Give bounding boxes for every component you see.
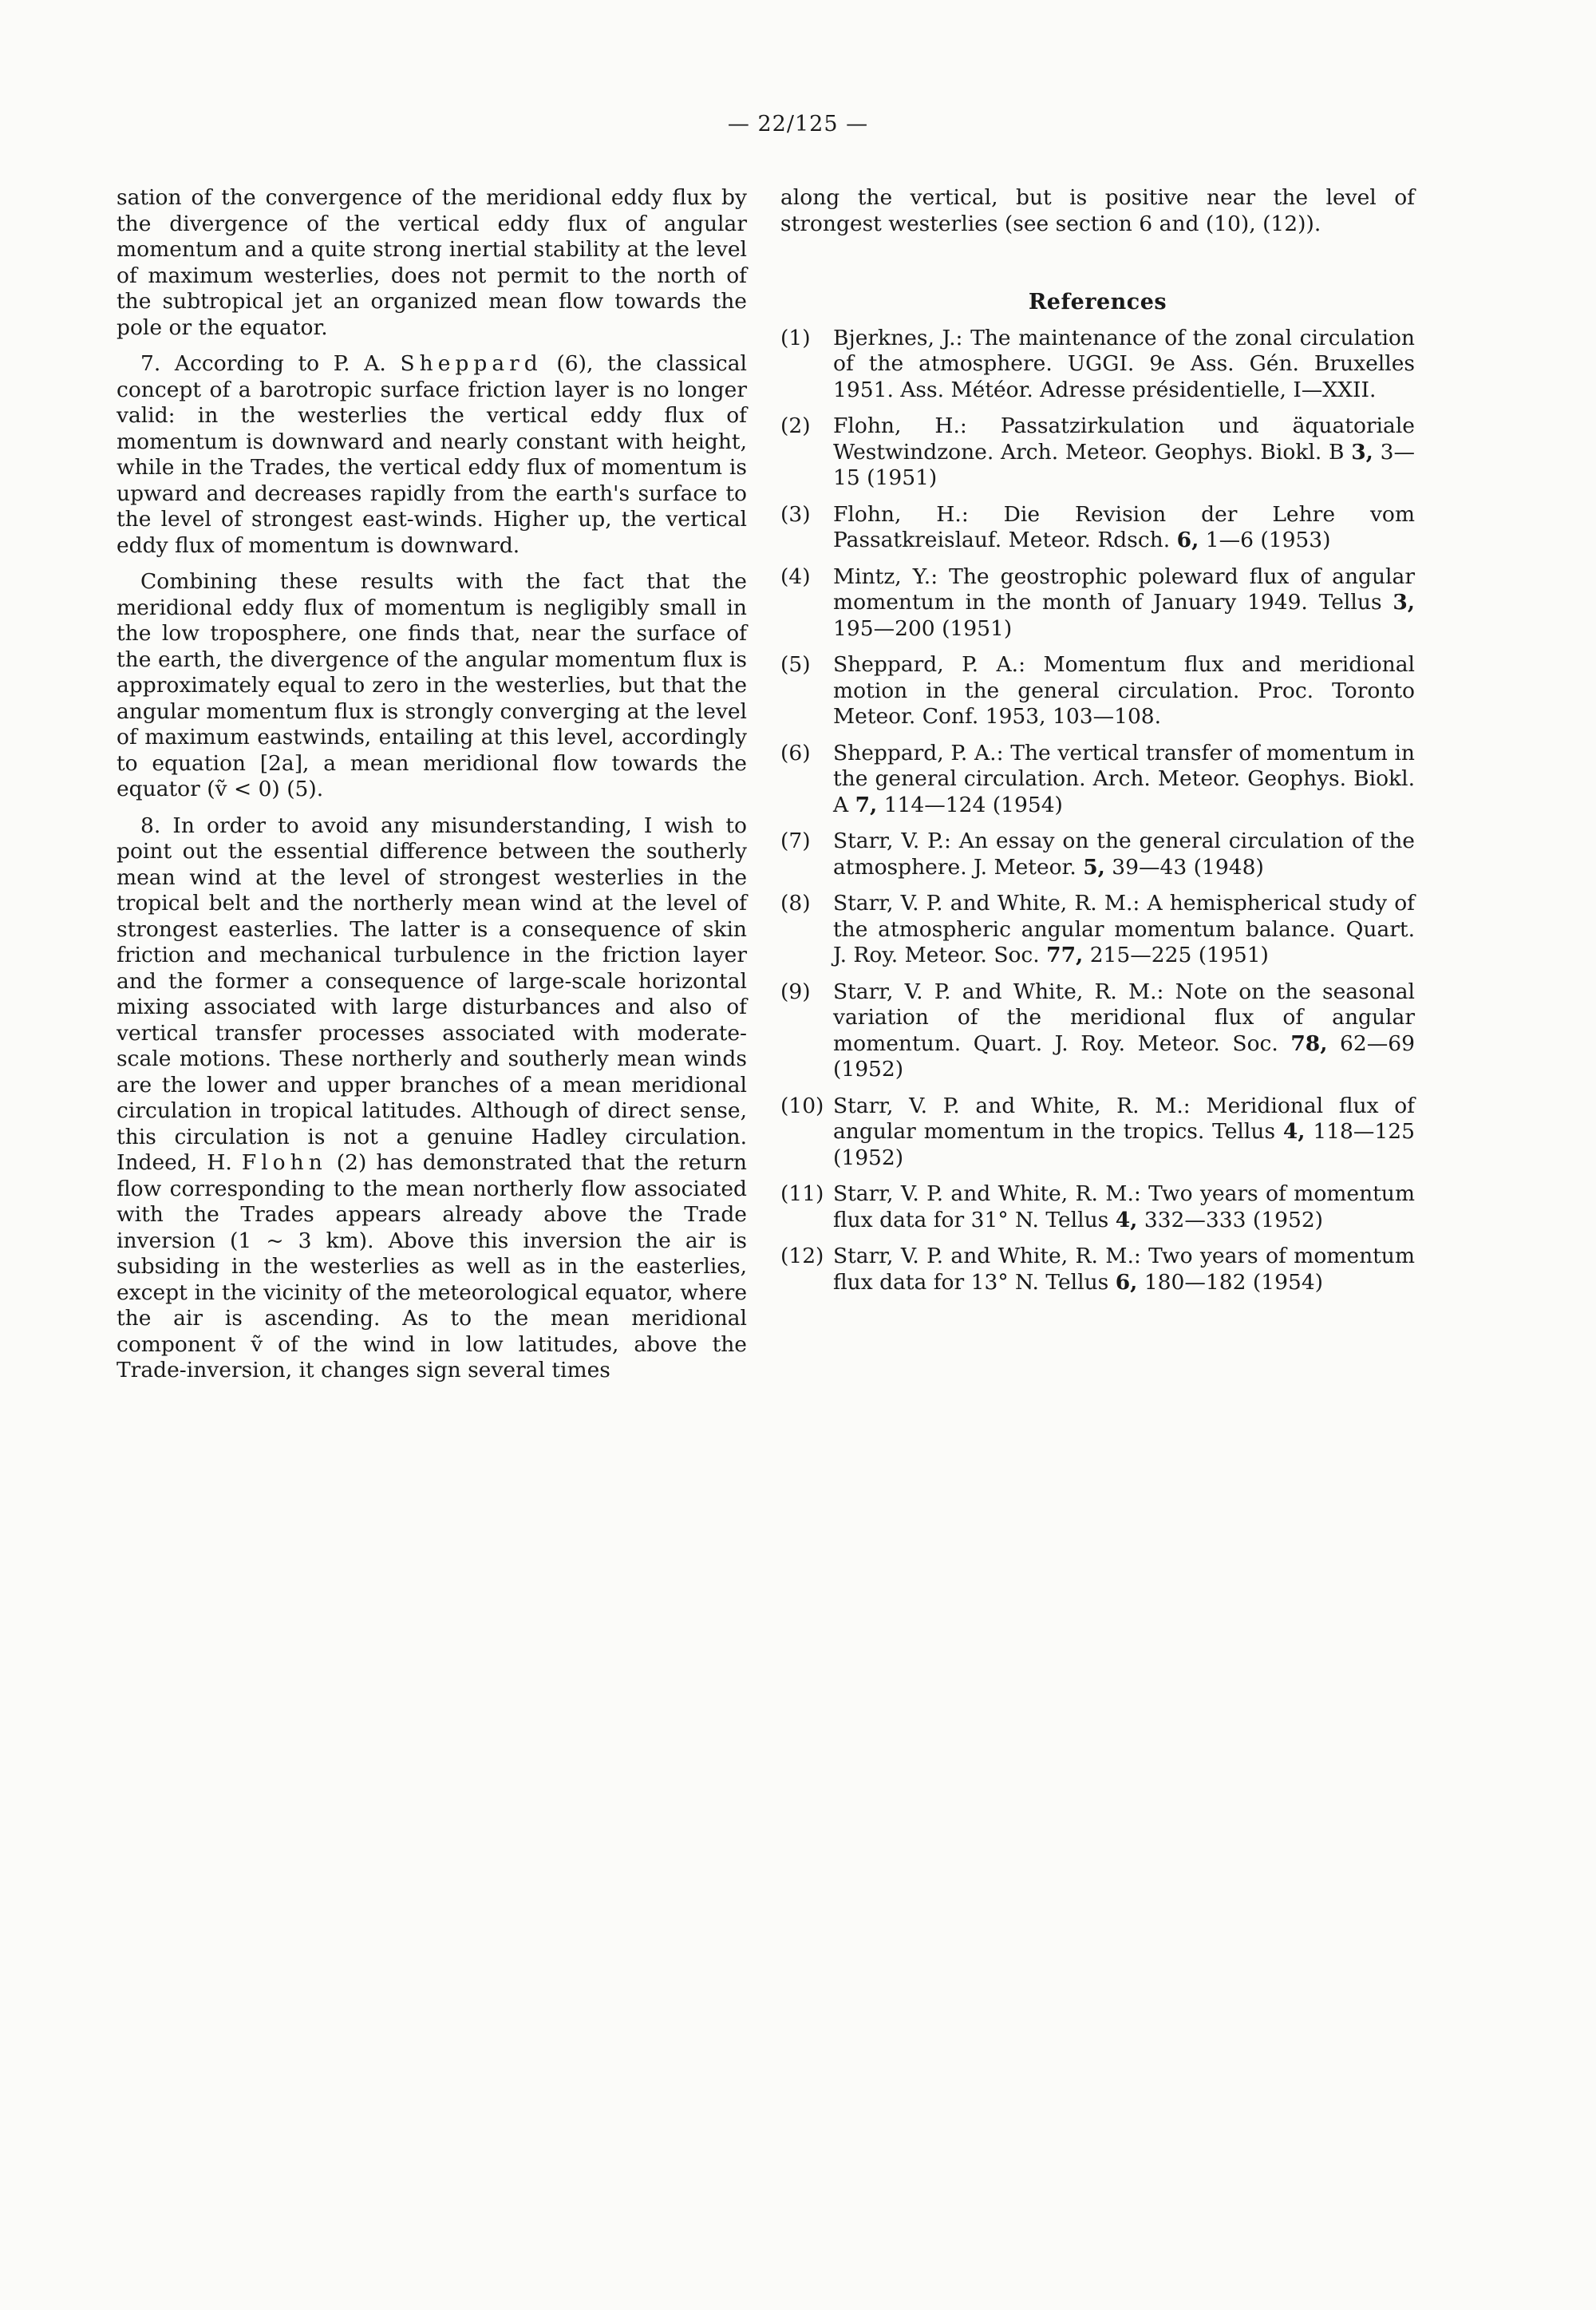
reference-volume: 6, [1115,1269,1138,1295]
paragraph-continuation: sation of the convergence of the meridional eddy flux by the divergence of the vertical eddy flux of angular momentum and a quite strong inertial stability at the level of maximum westerlies, does not permit to the north of the subtropical jet an organized mean flow towards the pole or the equator. [117,185,747,340]
paragraph-8 [117,813,747,1384]
reference-citation: Sheppard, P. A.: Momentum flux and meridional motion in the general circulation. Proc. Toronto Meteor. Conf. 1953, 103—108. [833,652,1415,729]
paragraph-8-start: 8. In order to avoid any misunderstanding, I wish to point out the essential difference between the southerly mean wind at the level of strongest westerlies in the tropical belt and the northerly mean wind at the level of strongest easterlies. The latter is a consequence of skin friction and mechanical turbulence in the friction layer and the former a consequence of large-scale horizontal mixing associated with large disturbances and also of vertical transfer processes associated with moderate-scale motions. These northerly and southerly mean winds are the lower and upper branches of a mean meridional circulation in tropical latitudes. Although of direct sense, this circulation is not a genuine Hadley circulation. Indeed, H. [117,813,747,1175]
page-number: — 22/125 — [727,112,869,136]
reference-number: (7) [780,829,811,853]
reference-volume: 3, [1393,590,1415,615]
reference-number: (6) [780,740,811,765]
author-flohn: Flohn [241,1150,327,1175]
reference-number: (8) [780,891,811,916]
paragraph-7 [117,351,747,559]
paragraph-continuation-right: along the vertical, but is positive near the level of strongest westerlies (see section 6 and (10), (12)). [780,185,1415,236]
reference-pages: 62—69 (1952) [833,1030,1415,1082]
reference-volume: 77, [1046,943,1084,967]
references-list [780,326,1415,1296]
paragraph-8-rest: (2) has demonstrated that the return flow corresponding to the mean northerly flow associated with the Trades appears already above the Trade inversion (1 ~ 3 km). Above this inversion the air is subsiding in the westerlies as well as in the easterlies, except in the vicinity of the meteorological equator, where the air is ascending. As to the mean meridional component ṽ of the wind in low latitudes, above the Trade-inversion, it changes sign several times [117,1150,747,1382]
reference-number: (10) [780,1093,824,1118]
reference-text [833,1244,1415,1295]
reference-text [833,326,1415,404]
left-column [117,185,747,1394]
reference-citation: Starr, V. P. and White, R. M.: Two years of momentum flux data for 31° N. Tellus [833,1181,1415,1232]
reference-citation: Starr, V. P. and White, R. M.: A hemispherical study of the atmospheric angular momentum balance. Quart. J. Roy. Meteor. Soc. [833,891,1415,967]
reference-volume: 4, [1282,1119,1306,1144]
reference-citation: Starr, V. P. and White, R. M.: Meridional flux of angular momentum in the tropics. Tellus [833,1093,1415,1144]
reference-citation: Starr, V. P. and White, R. M.: Note on the seasonal variation of the meridional flux of angular momentum. Quart. J. Roy. Meteor. Soc. [833,979,1415,1056]
reference-pages: 118—125 (1952) [833,1119,1415,1170]
reference-pages: 215—225 (1951) [1089,943,1269,967]
paragraph-7-start: 7. According to P. A. [140,351,386,376]
reference-item [780,564,1415,643]
reference-item [780,652,1415,730]
reference-pages: 1—6 (1953) [1205,528,1331,552]
reference-item [780,891,1415,969]
reference-text [833,891,1415,969]
reference-citation: Sheppard, P. A.: The vertical transfer of momentum in the general circulation. Arch. Meteor. Geophys. Biokl. A [833,740,1415,817]
reference-citation: Bjerknes, J.: The maintenance of the zonal circulation of the atmosphere. UGGI. 9e Ass. Gén. Bruxelles 1951. Ass. Météor. Adresse présidentielle, I—XXII. [833,325,1415,402]
reference-citation: Flohn, H.: Die Revision der Lehre vom Passatkreislauf. Meteor. Rdsch. [833,501,1415,552]
reference-number: (1) [780,325,811,350]
paragraph-7-rest: (6), the classical concept of a barotropic surface friction layer is no longer valid: in the westerlies the vertical eddy flux of momentum is downward and nearly constant with height, while in the Trades, the vertical eddy flux of momentum is upward and decreases rapidly from the earth's surface to the level of strongest east-winds. Higher up, the vertical eddy flux of momentum is downward. [117,351,747,558]
reference-number: (3) [780,501,811,527]
reference-pages: 3—15 (1951) [833,439,1415,490]
reference-pages: 114—124 (1954) [883,792,1063,817]
reference-text [833,1181,1415,1233]
reference-pages: 195—200 (1951) [833,615,1013,641]
reference-pages: 39—43 (1948) [1112,854,1264,880]
reference-number: (9) [780,979,811,1004]
reference-citation: Flohn, H.: Passatzirkulation und äquatoriale Westwindzone. Arch. Meteor. Geophys. Biokl. B [833,413,1415,465]
author-sheppard: Sheppard [400,351,543,376]
reference-item [780,741,1415,819]
reference-volume: 78, [1290,1030,1328,1056]
reference-citation: Mintz, Y.: The geostrophic poleward flux of angular momentum in the month of January 1949. Tellus [833,564,1415,615]
reference-citation: Starr, V. P.: An essay on the general circulation of the atmosphere. J. Meteor. [833,829,1415,880]
reference-text [833,564,1415,643]
reference-volume: 7, [855,792,878,817]
reference-volume: 5, [1083,854,1105,880]
reference-item [780,1094,1415,1172]
reference-item [780,326,1415,404]
reference-volume: 3, [1351,439,1373,465]
reference-text [833,741,1415,819]
paragraph-combining: Combining these results with the fact that the meridional eddy flux of momentum is negligibly small in the low troposphere, one finds that, near the surface of the earth, the divergence of the angular momentum flux is approximately equal to zero in the westerlies, but that the angular momentum flux is strongly converging at the level of maximum eastwinds, entailing at this level, accordingly to equation [2a], a mean meridional flow towards the equator (ṽ < 0) (5). [117,569,747,801]
reference-item [780,1181,1415,1233]
reference-text [833,502,1415,554]
reference-text [833,979,1415,1083]
reference-number: (2) [780,413,811,438]
reference-text [833,829,1415,880]
reference-pages: 180—182 (1954) [1144,1269,1324,1295]
reference-item [780,829,1415,880]
reference-item [780,1244,1415,1295]
reference-item [780,502,1415,554]
reference-text [833,652,1415,730]
right-column [780,185,1415,1306]
reference-number: (5) [780,652,811,677]
reference-text [833,413,1415,492]
reference-number: (11) [780,1181,824,1206]
reference-item [780,979,1415,1083]
reference-citation: Starr, V. P. and White, R. M.: Two years of momentum flux data for 13° N. Tellus [833,1244,1415,1295]
reference-number: (4) [780,564,811,589]
reference-item [780,413,1415,492]
reference-text [833,1094,1415,1172]
reference-volume: 4, [1115,1207,1138,1232]
reference-volume: 6, [1176,528,1199,552]
reference-number: (12) [780,1244,824,1268]
reference-pages: 332—333 (1952) [1144,1207,1324,1232]
references-heading: References [1028,290,1167,314]
